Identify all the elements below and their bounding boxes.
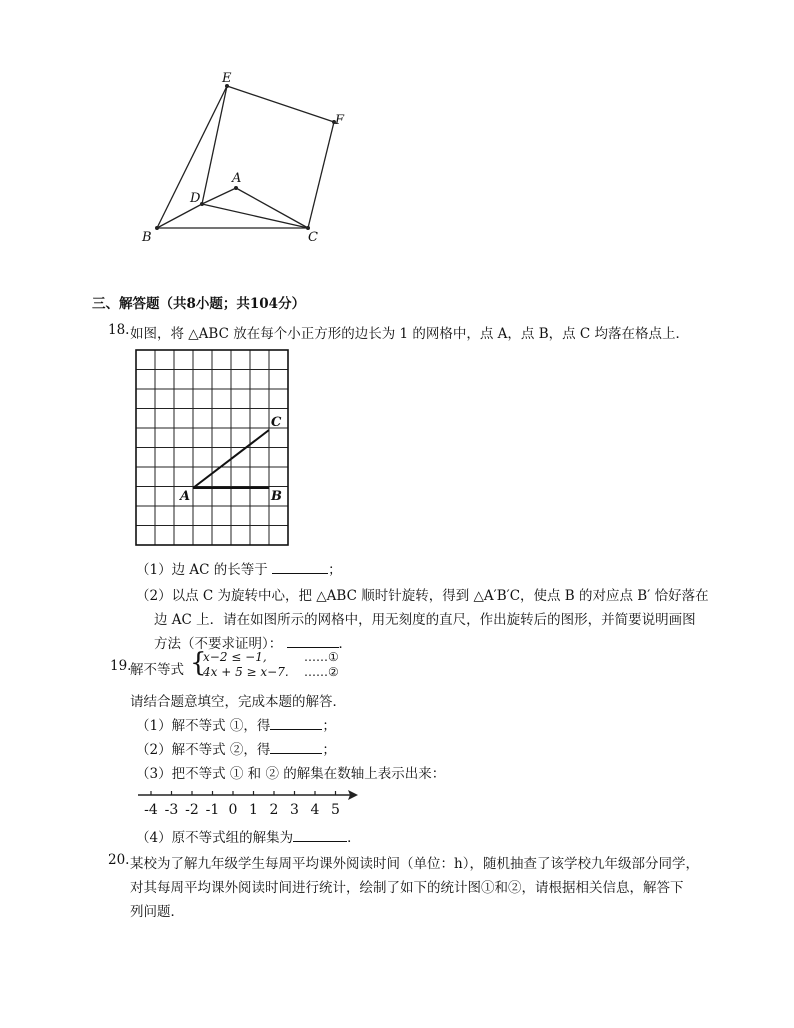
q20-line1: 某校为了解九年级学生每周平均课外阅读时间（单位：h），随机抽查了该学校九年级部分同学， [130,856,699,872]
number-line-label: 5 [331,802,340,818]
q19-sub4 [136,826,361,846]
q18-sub1-prefix: （1）边 AC 的长等于 [136,562,268,578]
number-line-label: 0 [228,802,238,818]
label-b: B [142,230,152,245]
q19-sub4-blank[interactable] [293,829,347,842]
grid-label-b: B [271,489,282,504]
q18-text: 如图，将 △ABC 放在每个小正方形的边长为 1 的网格中，点 A，点 B，点 C 均落在格点上． [130,326,690,342]
q19-ineq1: x−2 ≤ −1, [203,650,267,664]
q19-mark2: ……② [304,665,339,679]
q19-sub1-suffix: ； [322,718,336,734]
number-line [136,786,366,820]
q19-sub1-blank[interactable] [270,717,322,730]
q18-sub2-line1: （2）以点 C 为旋转中心，把 △ABC 顺时针旋转，得到 △A′B′C，使点 B 的对应点 B′ 恰好落在 [136,588,709,604]
grid-figure [134,348,294,548]
q19-instruction: 请结合题意填空，完成本题的解答． [130,694,346,710]
number-line-label: -3 [164,802,179,818]
q19-sub2-suffix: ； [322,742,336,758]
q20-line2: 对其每周平均课外阅读时间进行统计，绘制了如下的统计图①和②，请根据相关信息，解答下 [130,880,684,896]
q20-number: 20. [108,852,130,868]
q18-sub1-blank[interactable] [272,561,328,574]
q18-sub2-line3-suffix: ． [338,636,353,652]
number-line-label: -2 [185,802,199,818]
q19-brace: { [190,648,207,678]
geometry-figure-top [130,70,370,260]
label-e: E [222,71,232,86]
label-f: F [335,113,345,128]
q19-sub1 [136,714,336,734]
number-line-label: 3 [290,802,299,818]
q19-sub1-prefix: （1）解不等式 ①，得 [136,718,271,734]
q19-intro: 解不等式 [130,662,184,678]
grid-label-c: C [271,415,282,430]
q18-sub2-blank[interactable] [287,635,339,648]
number-line-label: -4 [144,802,158,818]
number-line-label: 2 [269,802,279,818]
label-a: A [232,171,242,186]
q19-sub4-prefix: （4）原不等式组的解集为 [136,830,294,846]
number-line-label: -1 [205,802,220,818]
q19-sub2 [136,738,336,758]
number-line-label: 1 [249,802,258,818]
q18-sub2-line2: 边 AC 上．请在如图所示的网格中，用无刻度的直尺，作出旋转后的图形，并简要说明画图 [154,612,696,628]
q19-sub3: （3）把不等式 ① 和 ② 的解集在数轴上表示出来： [136,766,446,782]
q18-sub1 [136,558,342,578]
q19-sub2-blank[interactable] [270,741,322,754]
label-d: D [190,191,201,206]
grid-label-a: A [180,489,191,504]
q19-number: 19. [110,658,132,674]
q18-sub2-line3-prefix: 方法（不要求证明）： [154,636,283,652]
q19-mark1: ……① [304,650,339,664]
number-line-label: 4 [310,802,320,818]
q19-sub4-suffix: ． [347,830,361,846]
label-c: C [308,230,318,245]
section-title: 三、解答题（共8小题；共104分） [92,296,306,312]
q18-number: 18. [108,322,130,338]
q20-line3: 列问题． [130,904,184,920]
q19-ineq2: 4x + 5 ≥ x−7. [203,665,289,679]
q19-sub2-prefix: （2）解不等式 ②，得 [136,742,271,758]
q18-sub1-suffix: ； [328,562,342,578]
q18-sub2-line3 [154,632,352,652]
